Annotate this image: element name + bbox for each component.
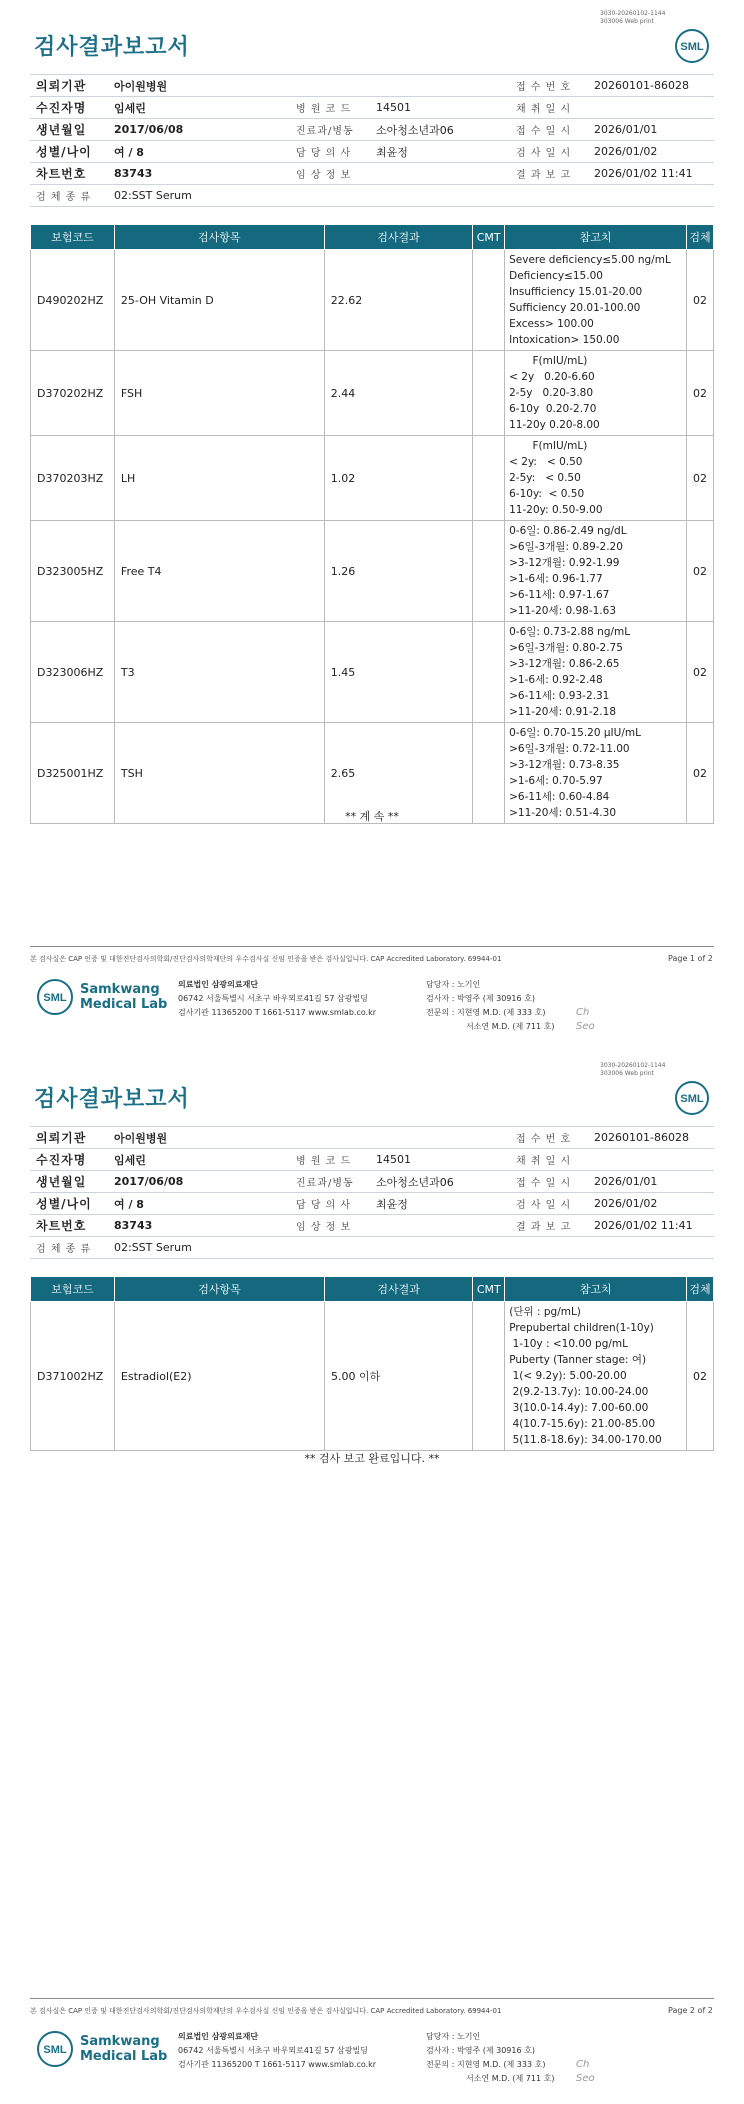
reference-line: 2-5y 0.20-3.80 — [509, 387, 594, 399]
doctor-value: 최윤정 — [370, 141, 510, 163]
dob-value: 2017/06/08 — [108, 1171, 290, 1193]
col-item-header: 검사항목 — [114, 1277, 324, 1302]
print-meta-line: 303006 Web print — [600, 1070, 654, 1077]
page-title: 검사결과보고서 — [34, 35, 190, 60]
page-number: Page 2 of 2 — [668, 2006, 713, 2015]
col-result-header: 검사결과 — [324, 225, 473, 250]
reference-line: Severe deficiency≤5.00 ng/mL — [509, 254, 671, 266]
reference-line: >6일-3개월: 0.80-2.75 — [509, 642, 623, 654]
lab-name — [80, 2034, 167, 2064]
address-line: 06742 서울특별시 서초구 바우뫼로41길 57 삼광빌딩 — [178, 994, 368, 1003]
chart-value: 83743 — [108, 1215, 290, 1237]
staff-name: 박영주 (제 30916 호) — [456, 2046, 535, 2055]
cell-specimen: 02 — [687, 622, 714, 723]
address-line: 06742 서울특별시 서초구 바우뫼로41길 57 삼광빌딩 — [178, 2046, 368, 2055]
continue-note: ** 계 속 ** — [345, 810, 399, 823]
table-row — [31, 436, 714, 521]
receipt-no-label: 접 수 번 호 — [510, 1127, 588, 1149]
cell-item: Free T4 — [114, 521, 324, 622]
doctor-label: 담 당 의 사 — [290, 1193, 370, 1215]
print-meta-line: 3030-20260102-1144 — [600, 10, 666, 17]
lab-name-line2: Medical Lab — [80, 2049, 168, 2064]
specimen-label: 검 체 종 류 — [30, 1237, 108, 1259]
dob-label: 생년월일 — [30, 1171, 108, 1193]
cell-code: D370203HZ — [31, 436, 115, 521]
results-table — [30, 1276, 714, 1451]
receipt-date-value: 2026/01/01 — [588, 1171, 714, 1193]
cell-result: 1.02 — [324, 436, 473, 521]
reference-line: 0-6일: 0.86-2.49 ng/dL — [509, 525, 627, 537]
receipt-date-label: 접 수 일 시 — [510, 119, 588, 141]
reference-line: 2-5y: < 0.50 — [509, 472, 581, 484]
hospital-code-value: 14501 — [370, 97, 510, 119]
col-specimen-header: 검체 — [687, 1277, 714, 1302]
col-code-header: 보험코드 — [31, 225, 115, 250]
report-date-value: 2026/01/02 11:41 — [588, 1215, 714, 1237]
reference-line: Deficiency≤15.00 — [509, 270, 603, 282]
col-ref-header: 참고치 — [505, 225, 687, 250]
svg-text:SML: SML — [680, 41, 704, 53]
reference-line: 2(9.2-13.7y): 10.00-24.00 — [509, 1386, 649, 1398]
cell-specimen: 02 — [687, 1302, 714, 1451]
staff-name: 지현영 M.D. (제 333 호) — [456, 2060, 546, 2069]
staff-name: 노기인 — [456, 980, 481, 989]
dept-label: 진료과/병동 — [290, 1171, 370, 1193]
patient-value: 임세린 — [108, 97, 290, 119]
foundation-name: 의료법인 삼광의료재단 — [178, 2032, 259, 2041]
staff-name: 서소연 M.D. (제 711 호) — [466, 2074, 555, 2083]
staff-name: 노기인 — [456, 2032, 481, 2041]
lab-name-line2: Medical Lab — [80, 997, 168, 1012]
cell-result: 2.65 — [324, 723, 473, 824]
signature — [576, 1006, 595, 1034]
reference-line: 4(10.7-15.6y): 21.00-85.00 — [509, 1418, 656, 1430]
cell-result: 22.62 — [324, 250, 473, 351]
reference-line: < 2y 0.20-6.60 — [509, 371, 595, 383]
reference-line: 1(< 9.2y): 5.00-20.00 — [509, 1370, 627, 1382]
cell-item: TSH — [114, 723, 324, 824]
hospital-code-label: 병 원 코 드 — [290, 1149, 370, 1171]
cell-cmt — [473, 351, 505, 436]
institution-label: 의뢰기관 — [30, 1127, 108, 1149]
reference-line: 11-20y: 0.50-9.00 — [509, 504, 603, 516]
reference-line: 3(10.0-14.4y): 7.00-60.00 — [509, 1402, 649, 1414]
reference-line: >6-11세: 0.60-4.84 — [509, 791, 610, 803]
lab-name-line1: Samkwang — [80, 2034, 160, 2049]
cell-item: T3 — [114, 622, 324, 723]
cell-item: LH — [114, 436, 324, 521]
lab-name-line1: Samkwang — [80, 982, 160, 997]
cell-cmt — [473, 521, 505, 622]
cell-cmt — [473, 1302, 505, 1451]
cell-code: D490202HZ — [31, 250, 115, 351]
doctor-value: 최윤정 — [370, 1193, 510, 1215]
reference-line: F(mIU/mL) — [509, 355, 588, 367]
test-date-label: 검 사 일 시 — [510, 1193, 588, 1215]
institution-value: 아이원병원 — [108, 75, 290, 97]
reference-line: F(mIU/mL) — [509, 440, 588, 452]
svg-text:SML: SML — [43, 992, 67, 1004]
reference-line: Insufficiency 15.01-20.00 — [509, 286, 643, 298]
specimen-value: 02:SST Serum — [108, 185, 290, 207]
staff-name: 박영주 (제 30916 호) — [456, 994, 535, 1003]
staff-label: 전문의 : — [426, 1008, 455, 1017]
sml-logo-icon — [36, 2030, 74, 2068]
patient-value: 임세린 — [108, 1149, 290, 1171]
foundation-name: 의료법인 삼광의료재단 — [178, 980, 259, 989]
patient-info-table — [30, 74, 714, 207]
test-date-value: 2026/01/02 — [588, 1193, 714, 1215]
cell-reference — [505, 250, 687, 351]
reference-line: 6-10y: < 0.50 — [509, 488, 585, 500]
staff-label: 담당자 : — [426, 2032, 455, 2041]
table-row — [31, 622, 714, 723]
footer-divider — [30, 1998, 714, 1999]
cell-code: D371002HZ — [31, 1302, 115, 1451]
receipt-no-label: 접 수 번 호 — [510, 75, 588, 97]
lab-address — [178, 2030, 376, 2072]
reference-line: 5(11.8-18.6y): 34.00-170.00 — [509, 1434, 662, 1446]
staff-label: 담당자 : — [426, 980, 455, 989]
hospital-code-label: 병 원 코 드 — [290, 97, 370, 119]
cell-reference — [505, 521, 687, 622]
table-row — [31, 1302, 714, 1451]
cell-code: D323005HZ — [31, 521, 115, 622]
specimen-label: 검 체 종 류 — [30, 185, 108, 207]
cell-item: FSH — [114, 351, 324, 436]
hospital-code-value: 14501 — [370, 1149, 510, 1171]
patient-label: 수진자명 — [30, 97, 108, 119]
specimen-value: 02:SST Serum — [108, 1237, 290, 1259]
accreditation-note: 본 검사실은 CAP 인증 및 대한진단검사의학회/진단검사의학재단의 우수검사실 신임 인증을 받은 검사실입니다. CAP Accredited Laboratory. 69944-01 — [30, 955, 502, 963]
col-cmt-header: CMT — [473, 1277, 505, 1302]
staff-name: 서소연 M.D. (제 711 호) — [466, 1022, 555, 1031]
chart-value: 83743 — [108, 163, 290, 185]
sex-age-value: 여 / 8 — [108, 141, 290, 163]
collect-date-value — [588, 1149, 714, 1171]
clinical-label: 임 상 정 보 — [290, 1215, 370, 1237]
patient-info-table — [30, 1126, 714, 1259]
reference-line: 1-10y : <10.00 pg/mL — [509, 1338, 629, 1350]
col-result-header: 검사결과 — [325, 1277, 473, 1302]
reference-line: >6일-3개월: 0.72-11.00 — [509, 743, 630, 755]
table-row — [31, 351, 714, 436]
clinical-value — [370, 1215, 510, 1237]
institution-value: 아이원병원 — [108, 1127, 290, 1149]
cell-reference — [505, 622, 687, 723]
report-date-label: 결 과 보 고 — [510, 1215, 588, 1237]
cell-item: Estradiol(E2) — [114, 1302, 324, 1451]
cell-reference — [505, 1302, 687, 1451]
cell-code: D323006HZ — [31, 622, 115, 723]
signature-1: Ch — [576, 1007, 590, 1018]
signature-2: Seo — [576, 2073, 595, 2084]
cell-code: D370202HZ — [31, 351, 115, 436]
cell-result: 1.26 — [324, 521, 473, 622]
print-meta-line: 3030-20260102-1144 — [600, 1062, 666, 1069]
report-date-label: 결 과 보 고 — [510, 163, 588, 185]
collect-date-label: 채 취 일 시 — [510, 1149, 588, 1171]
dept-value: 소아청소년과06 — [370, 1171, 510, 1193]
dob-value: 2017/06/08 — [108, 119, 290, 141]
dept-value: 소아청소년과06 — [370, 119, 510, 141]
reference-line: >1-6세: 0.70-5.97 — [509, 775, 603, 787]
staff-label: 전문의 : — [426, 2060, 455, 2069]
receipt-date-value: 2026/01/01 — [588, 119, 714, 141]
table-row — [31, 250, 714, 351]
reference-line: Puberty (Tanner stage: 여) — [509, 1354, 647, 1366]
cell-cmt — [473, 436, 505, 521]
test-date-label: 검 사 일 시 — [510, 141, 588, 163]
dept-label: 진료과/병동 — [290, 119, 370, 141]
print-meta-line: 303006 Web print — [600, 18, 654, 25]
reference-line: 11-20y 0.20-8.00 — [509, 419, 600, 431]
col-code-header: 보험코드 — [31, 1277, 115, 1302]
cell-item: 25-OH Vitamin D — [114, 250, 324, 351]
collect-date-value — [588, 97, 714, 119]
reference-line: 0-6일: 0.70-15.20 µIU/mL — [509, 727, 641, 739]
reference-line: 0-6일: 0.73-2.88 ng/mL — [509, 626, 631, 638]
reference-line: 6-10y 0.20-2.70 — [509, 403, 597, 415]
collect-date-label: 채 취 일 시 — [510, 97, 588, 119]
accreditation-note: 본 검사실은 CAP 인증 및 대한진단검사의학회/진단검사의학재단의 우수검사실 신임 인증을 받은 검사실입니다. CAP Accredited Laboratory. 69944-01 — [30, 2007, 502, 2015]
reference-line: Sufficiency 20.01-100.00 — [509, 302, 641, 314]
cell-code: D325001HZ — [31, 723, 115, 824]
reference-line: < 2y: < 0.50 — [509, 456, 583, 468]
receipt-date-label: 접 수 일 시 — [510, 1171, 588, 1193]
patient-label: 수진자명 — [30, 1149, 108, 1171]
reference-line: >11-20세: 0.51-4.30 — [509, 807, 616, 819]
receipt-no-value: 20260101-86028 — [588, 75, 714, 97]
test-date-value: 2026/01/02 — [588, 141, 714, 163]
staff-name: 지현영 M.D. (제 333 호) — [456, 1008, 546, 1017]
staff-label: 검사자 : — [426, 994, 455, 1003]
reference-line: Excess> 100.00 — [509, 318, 594, 330]
col-ref-header: 참고치 — [505, 1277, 687, 1302]
reference-line: >3-12개월: 0.92-1.99 — [509, 557, 620, 569]
sml-logo-icon — [674, 1080, 710, 1116]
cell-specimen: 02 — [687, 250, 714, 351]
col-item-header: 검사항목 — [114, 225, 324, 250]
institution-label: 의뢰기관 — [30, 75, 108, 97]
print-meta — [600, 1062, 665, 1078]
signature — [576, 2058, 595, 2086]
reference-line: >3-12개월: 0.86-2.65 — [509, 658, 620, 670]
reference-line: >11-20세: 0.91-2.18 — [509, 706, 616, 718]
svg-text:SML: SML — [43, 2044, 67, 2056]
lab-address — [178, 978, 376, 1020]
clinical-label: 임 상 정 보 — [290, 163, 370, 185]
dob-label: 생년월일 — [30, 119, 108, 141]
cell-specimen: 02 — [687, 723, 714, 824]
clinical-value — [370, 163, 510, 185]
reference-line: Prepubertal children(1-10y) — [509, 1322, 654, 1334]
sml-logo-icon — [36, 978, 74, 1016]
reference-line: >6-11세: 0.97-1.67 — [509, 589, 610, 601]
sml-logo-icon — [674, 28, 710, 64]
reference-line: >6-11세: 0.93-2.31 — [509, 690, 610, 702]
print-meta — [600, 10, 665, 26]
cell-cmt — [473, 622, 505, 723]
col-specimen-header: 검체 — [687, 225, 714, 250]
signature-1: Ch — [576, 2059, 590, 2070]
footer-divider — [30, 946, 714, 947]
cell-result: 2.44 — [324, 351, 473, 436]
cell-specimen: 02 — [687, 351, 714, 436]
cell-result: 1.45 — [324, 622, 473, 723]
report-complete-note: ** 검사 보고 완료입니다. ** — [304, 1452, 440, 1465]
lab-name — [80, 982, 167, 1012]
report-date-value: 2026/01/02 11:41 — [588, 163, 714, 185]
reference-line: >11-20세: 0.98-1.63 — [509, 605, 616, 617]
page-title: 검사결과보고서 — [34, 1087, 190, 1112]
cell-reference — [505, 351, 687, 436]
cell-specimen: 02 — [687, 521, 714, 622]
chart-label: 차트번호 — [30, 1215, 108, 1237]
staff-label: 검사자 : — [426, 2046, 455, 2055]
contact-line: 검사기관 11365200 T 1661-5117 www.smlab.co.kr — [178, 1008, 377, 1017]
doctor-label: 담 당 의 사 — [290, 141, 370, 163]
sex-age-value: 여 / 8 — [108, 1193, 290, 1215]
page-number: Page 1 of 2 — [668, 954, 713, 963]
contact-line: 검사기관 11365200 T 1661-5117 www.smlab.co.kr — [178, 2060, 377, 2069]
cell-cmt — [473, 250, 505, 351]
cell-result: 5.00 이하 — [325, 1302, 473, 1451]
signature-2: Seo — [576, 1021, 595, 1032]
chart-label: 차트번호 — [30, 163, 108, 185]
reference-line: >1-6세: 0.92-2.48 — [509, 674, 603, 686]
reference-line: >6일-3개월: 0.89-2.20 — [509, 541, 623, 553]
reference-line: >1-6세: 0.96-1.77 — [509, 573, 603, 585]
reference-line: >3-12개월: 0.73-8.35 — [509, 759, 620, 771]
table-row — [31, 521, 714, 622]
receipt-no-value: 20260101-86028 — [588, 1127, 714, 1149]
sex-age-label: 성별/나이 — [30, 141, 108, 163]
staff-list — [426, 2030, 554, 2086]
sex-age-label: 성별/나이 — [30, 1193, 108, 1215]
cell-specimen: 02 — [687, 436, 714, 521]
reference-line: Intoxication> 150.00 — [509, 334, 620, 346]
report-page-2 — [0, 1052, 744, 2104]
reference-line: (단위 : pg/mL) — [509, 1306, 581, 1318]
col-cmt-header: CMT — [473, 225, 505, 250]
svg-text:SML: SML — [680, 1093, 704, 1105]
staff-list — [426, 978, 554, 1034]
results-table — [30, 224, 714, 824]
cell-reference — [505, 436, 687, 521]
